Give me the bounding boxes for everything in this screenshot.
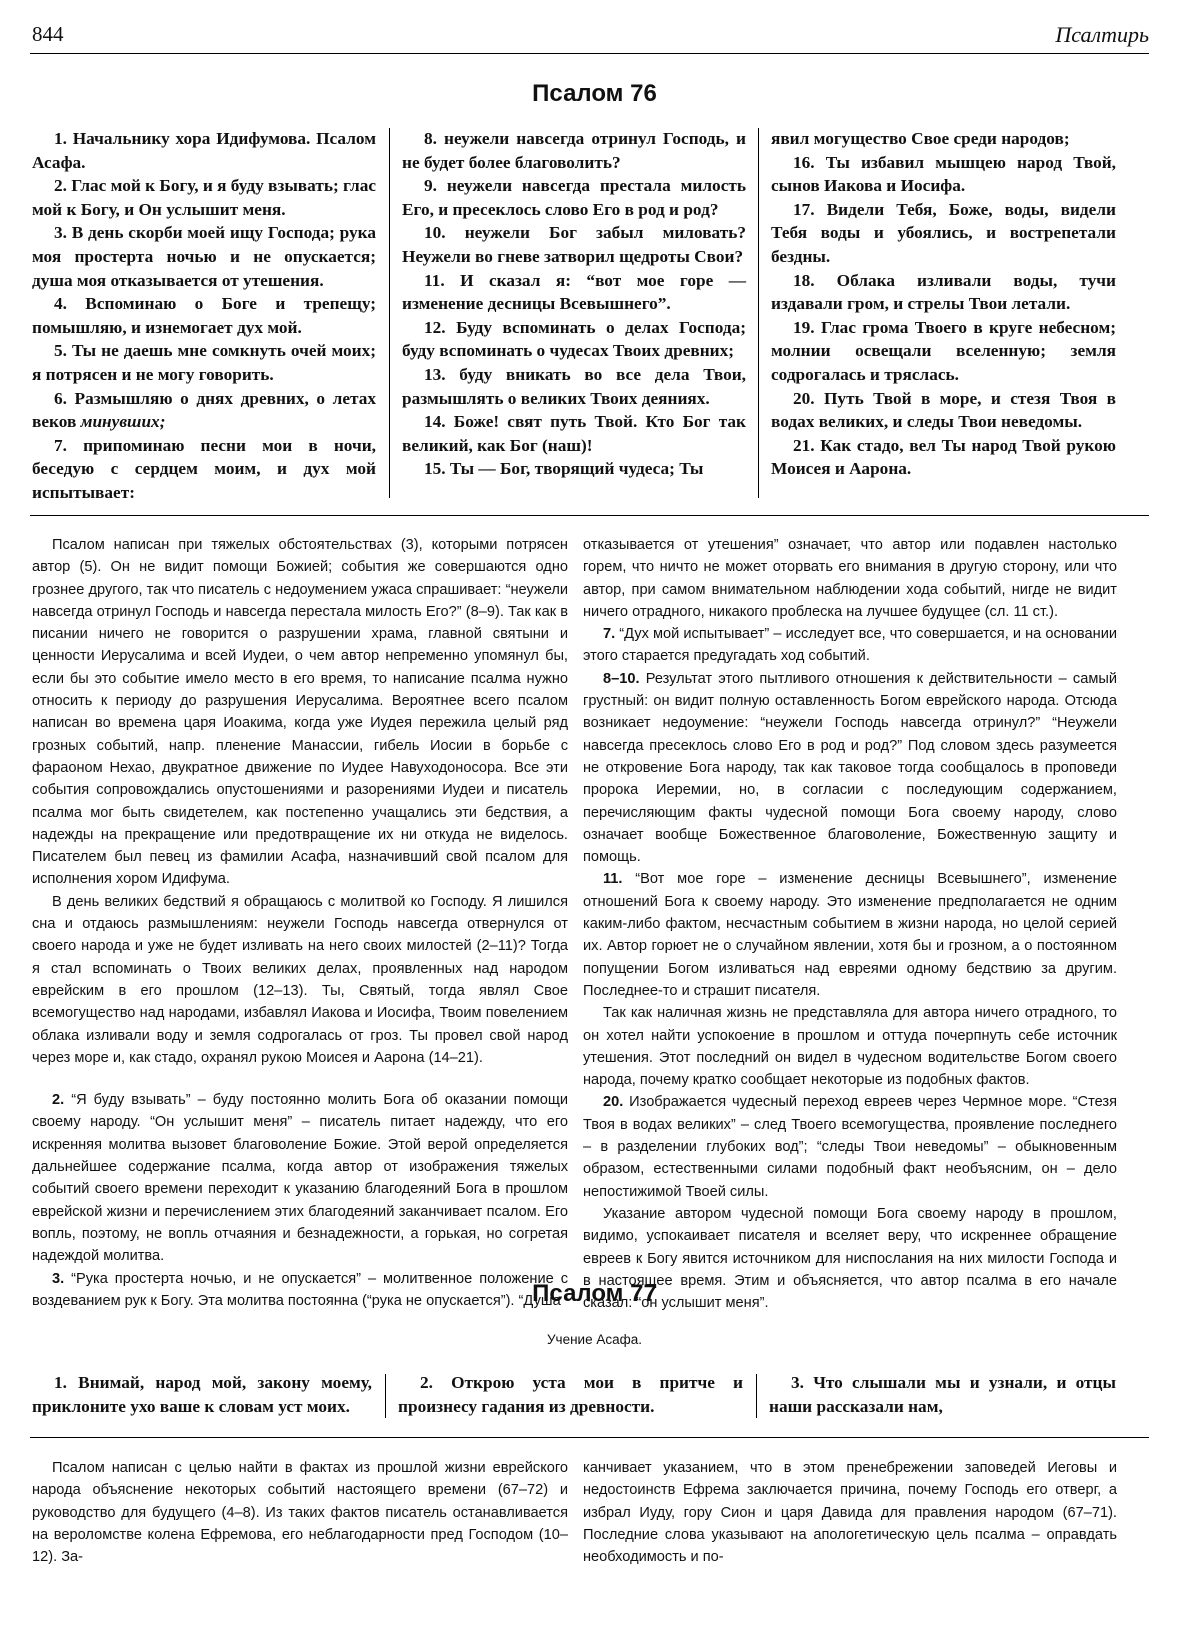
column-divider [756, 1374, 757, 1418]
commentary-77-right [583, 1457, 1117, 1568]
verse: 11. И сказал я: “вот мое горе — изменение десницы Всевышнего”. [402, 270, 746, 314]
commentary-paragraph: Псалом написан с целью найти в фактах из прошлой жизни еврейского народа объяснение некоторых событий настоящего времени (67–72) и руководство для будущего (4–8). Из таких фактов писатель останавливается на вероломстве колена Ефремова, его неблагодарности пред Господом (10–12). За- [32, 1460, 568, 1566]
verse: 4. Вспоминаю о Боге и трепещу; помышляю, и изнемогает дух мой. [32, 294, 376, 337]
commentary-paragraph: Псалом написан при тяжелых обстоятельствах (3), которыми потрясен автор (5). Он не видит помощи Божией; события же совершаются одно грознее другого, так что писатель с недоумением ужаса спрашивает: “неужели навсегда отринул Господь и навсегда перестала милость Его?” (8–9). Так как в писании ничего не говорится о разрушении храма, главной святыни и ценности Иерусалима и всей Иудеи, о чем автор непременно упомянул бы, если бы это событие имело место в его время, то написание псалма нужно относить к периоду до разрушения Иерусалима. Вероятнее всего псалом написан во времена царя Иоакима, когда уже Иудея пережила целый ряд грозных событий, напр. пленение Манассии, гибель Иосии в борьбе с фараоном Нехао, двукратное движение по Иудее Навуходоносора. Все эти события сопровождались опустошениями и разорениями Иудеи и писатель псалма мог быть свидетелем, как постепенно учащались эти бедствия, а надежды на прекращение или предотвращение их ни откуда не виделось. Писателем был певец из фамилии Асафа, назначивший свой псалом для исполнения хором Идифума. [32, 537, 568, 888]
verse: 13. буду вникать во все дела Твои, размышлять о великих Твоих деяниях. [402, 364, 746, 408]
verse-continuation: явил могущество Свое среди народов; [771, 129, 1070, 148]
verse: 18. Облака изливали воды, тучи издавали гром, и стрелы Твои летали. [771, 270, 1116, 314]
verse: 1. Внимай, народ мой, закону моему, приклоните ухо ваше к словам уст моих. [32, 1373, 372, 1416]
verse: 9. неужели навсегда престала милость Его, и пресеклось слово Его в род и род? [402, 176, 746, 219]
psalm-76-title: Псалом 76 [532, 80, 657, 107]
verse: 19. Глас грома Твоего в круге небесном; молнии освещали вселенную; земля содрогалась и тряслась. [771, 317, 1116, 384]
commentary-paragraph: В день великих бедствий я обращаюсь с молитвой ко Господу. Я лишился сна и отдаюсь размышлениям: неужели Господь навсегда отвернулся от своего народа и уже не будет изливать на него своих милостей (2–11)? Тогда я стал вспоминать о Твоих великих делах, проявленных над народом еврейским в его прошлом (12–13). Ты, Святый, тогда являл Свое всемогущество над народами, избавлял Иакова и Иосифа, Твоим повелением облака изливали воду и земля содрогалась от гроз. Ты провел свой народ через море и, как стадо, охранял рукою Моисея и Аарона (14–21). [32, 893, 568, 1066]
verse-ref: 3. [52, 1270, 65, 1287]
verse: 7. припоминаю песни мои в ночи, беседую с сердцем моим, и дух мой испытывает: [32, 435, 376, 502]
commentary-paragraph: отказывается от утешения” означает, что автор или подавлен настолько горем, что ничто не может оторвать его внимания в другую сторону, или что автор, при самом внимательном наблюдении хода событий, нигде не видит ничего отрадного, никакого проблеска на лучшее будущее (сл. 11 ст.). [583, 537, 1117, 620]
verse-ref: 8–10. [603, 670, 640, 687]
verse: 10. неужели Бог забыл миловать? Неужели во гневе затворил щедроты Свои? [402, 223, 746, 266]
commentary-text: “Вот мое горе – изменение десницы Всевышнего”, изменение отношений Бога к своему народу. Это изменение предполагается не одним каким-либо фактом, несчастным событием в жизни народа, но целой серией их. Автор горюет не о случайном явлении, хотя бы и грозном, а о постоянном попущении Богом изливаться над евреями одному бедствию за другим. Последнее-то и страшит писателя. [583, 871, 1117, 999]
verse: 12. Буду вспоминать о делах Господа; буду вспоминать о чудесах Твоих древних; [402, 317, 746, 361]
commentary-paragraph [32, 1089, 568, 1267]
verse: 21. Как стадо, вел Ты народ Твой рукою Моисея и Аарона. [771, 435, 1116, 479]
verse: 1. Начальнику хора Идифумова. Псалом Асафа. [32, 129, 376, 172]
commentary-paragraph [583, 1091, 1117, 1202]
psalm-77-column-1 [32, 1371, 372, 1418]
commentary-paragraph [583, 868, 1117, 1002]
verse: 3. Что слышали мы и узнали, и отцы наши рассказали нам, [769, 1373, 1116, 1416]
commentary-paragraph: канчивает указанием, что в этом пренебрежении заповедей Иеговы и недостоинств Ефрема заключается причина, почему Господь его отверг, а избрал Иуду, гору Сион и царя Давида для правления народом (67–71). Последние слова указывают на апологетическую цель псалма – оправдать необходимость и по- [583, 1460, 1117, 1566]
verse-ref: 20. [603, 1094, 624, 1111]
section-rule [30, 515, 1149, 516]
verse: 17. Видели Тебя, Боже, воды, видели Тебя воды и убоялись, и вострепетали бездны. [771, 199, 1116, 266]
verse: 2. Глас мой к Богу, и я буду взывать; глас мой к Богу, и Он услышит меня. [32, 176, 377, 219]
italic-word: минувших; [80, 412, 166, 432]
commentary-paragraph [583, 623, 1117, 668]
verse: 2. Открою уста мои в притче и произнесу гадания из древности. [398, 1373, 743, 1416]
verse-ref: 2. [52, 1092, 65, 1109]
commentary-76-left [32, 534, 568, 1312]
commentary-77-left [32, 1457, 568, 1568]
psalm-77-title: Псалом 77 [532, 1280, 657, 1307]
psalm-76-column-3 [771, 127, 1116, 481]
commentary-text: Результат этого пытливого отношения к действительности – самый грустный: он видит полную оставленность Богом еврейского народа. Отсюда возникает недоумение: “неужели Господь навсегда отринул?” “Неужели навсегда пресеклось слово Его в род и род?” Под словом здесь разумеется не откровение Бога народу, так как таковое тогда сообщалось в проповеди пророка Иеремии, но, в согласии с последующим содержанием, перечисляющим факты чудесной помощи Бога своему народу, слово означает вообще Божественное благоволение, Божественную защиту и помощь. [583, 670, 1118, 866]
verse: 3. В день скорби моей ищу Господа; рука моя простерта ночью и не опускается; душа моя отказывается от утешения. [32, 223, 376, 290]
commentary-text: “Дух мой испытывает” – исследует все, что совершается, и на основании этого старается предугадать ход событий. [583, 626, 1117, 665]
verse [32, 387, 376, 434]
header-rule [30, 53, 1149, 54]
psalm-77-subtitle: Учение Асафа. [546, 1332, 642, 1347]
verse: 14. Боже! свят путь Твой. Кто Бог так великий, как Бог (наш)! [402, 412, 746, 455]
psalm-76-column-2 [402, 127, 746, 481]
column-divider [385, 1374, 386, 1418]
column-divider [758, 128, 759, 498]
commentary-text: “Я буду взывать” – буду постоянно молить Бога об оказании помощи своему народу. “Он услышит меня” – писатель питает надежду, что его искренняя молитва вызовет благоволение Божие. Этой верой определяется дальнейшее содержание псалма, когда автор от изображения тяжелых событий своего времени переходит к указанию благодеяний Бога в прошлом еврейской жизни и перечислением этих благодеяний заканчивает псалом. Его вопль, поэтому, не вопль отчаяния и безнадежности, а горькая, но согретая надеждой молитва. [32, 1092, 568, 1265]
verse-ref: 7. [603, 626, 616, 643]
commentary-paragraph: Указание автором чудесной помощи Бога своему народу в прошлом, видимо, успокаивает писателя и вселяет веру, что искреннее обращение евреев к Богу явится источником для ниспослания на них милости Господа и в настоящее время. Этим и объясняется, что автор псалма в его начале сказал: “он услышит меня”. [583, 1205, 1117, 1312]
psalm-77-column-3 [769, 1371, 1116, 1418]
commentary-paragraph [583, 668, 1117, 869]
verse: 5. Ты не даешь мне сомкнуть очей моих; я потрясен и не могу говорить. [32, 341, 376, 384]
page-number: 844 [32, 22, 64, 46]
verse-text: 6. Размышляю о днях древних, о летах веков [32, 388, 376, 432]
verse: 15. Ты — Бог, творящий чудеса; Ты [424, 459, 704, 479]
psalm-77-column-2 [398, 1371, 743, 1418]
verse: 20. Путь Твой в море, и стезя Твоя в водах великих, и следы Твои неведомы. [771, 388, 1116, 432]
section-rule [30, 1437, 1149, 1438]
verse: 16. Ты избавил мышцею народ Твой, сынов Иакова и Иосифа. [771, 152, 1116, 196]
verse-ref: 11. [603, 871, 623, 888]
verse: 8. неужели навсегда отринул Господь, и не будет более благоволить? [402, 129, 746, 172]
commentary-text: “Рука простерта ночью, и не опускается” – молитвенное положение с воздеванием рук к Богу. Эта молитва постоянна (“рука не опускается”). “Душа [32, 1270, 569, 1309]
commentary-text: Изображается чудесный переход евреев через Чермное море. “Стезя Твоя в водах великих” – след Твоего всемогущества, проявление последнего – в разделении глубоких вод”; “следы Твои неведомы” – обыкновенным образом, естественными силами подобный факт необъясним, он – дело непостижимой Твоей силы. [583, 1094, 1117, 1200]
column-divider [389, 128, 390, 498]
commentary-76-right [583, 534, 1117, 1314]
commentary-paragraph: Так как наличная жизнь не представляла для автора ничего отрадного, то он хотел найти успокоение в прошлом и оттуда почерпнуть себе источник утешения. Этот последний он видел в чудесном водительстве Богом своего народа, почему кратко сообщает некоторые из подобных фактов. [583, 1005, 1117, 1089]
running-head: Псалтирь [1055, 22, 1149, 47]
psalm-76-column-1 [32, 127, 376, 505]
